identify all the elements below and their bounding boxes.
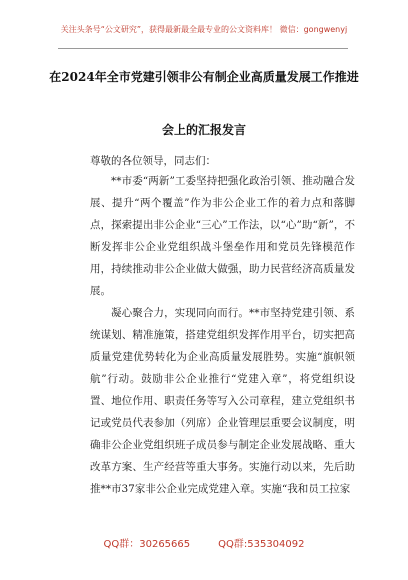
document-title-line-2: 会上的汇报发言 xyxy=(161,123,246,137)
body-paragraph-2: 凝心聚合力，实现同向而行。**市坚持党建引领、系统谋划、精准施策，搭建党组织发挥作用平台，切实把高质量党建优势转化为企业高质量发展胜势。实施“旗帜领航”行动。鼓励非公企业推行“党建入章”，将党组织设置、地位作用、职责任务等写入公司章程，建立党组织书记或党员代表参加（列席）企业管理层重要会议制度，明确非公企业党组织班子成员参与制定企业发展战略、重大改革方案、生产经营等重大事务。实施行动以来，先后助推**市37家非公企业完成党建入章。实施“我和员工拉家 xyxy=(90,307,355,495)
document-title-line-1: 在2024年全市党建引领非公有制企业高质量发展工作推进 xyxy=(49,70,359,84)
footer-qq-group-2: QQ群:535304092 xyxy=(218,539,305,550)
body-paragraph-1: **市委“两新”工委坚持把强化政治引领、推动融合发展、提升“两个覆盖”作为非公企业工作的着力点和落脚点，探索提出非公企业“三心”工作法，以“心”助“新”，不断发挥非公企业党组织战斗堡垒作用和党员先锋模范作用，持续推动非公企业做大做强，助力民营经济高质量发展。 xyxy=(90,175,355,297)
footer-qq-group-1: QQ群：30265665 xyxy=(103,539,191,550)
document-body xyxy=(90,170,355,500)
header-divider xyxy=(58,48,348,49)
header-banner: 关注头条号“公文研究”，获得最新最全最专业的公文资料库！ 微信：gongwenyj xyxy=(60,25,348,34)
salutation: 尊敬的各位领导，同志们： xyxy=(90,155,216,167)
footer xyxy=(0,535,408,550)
